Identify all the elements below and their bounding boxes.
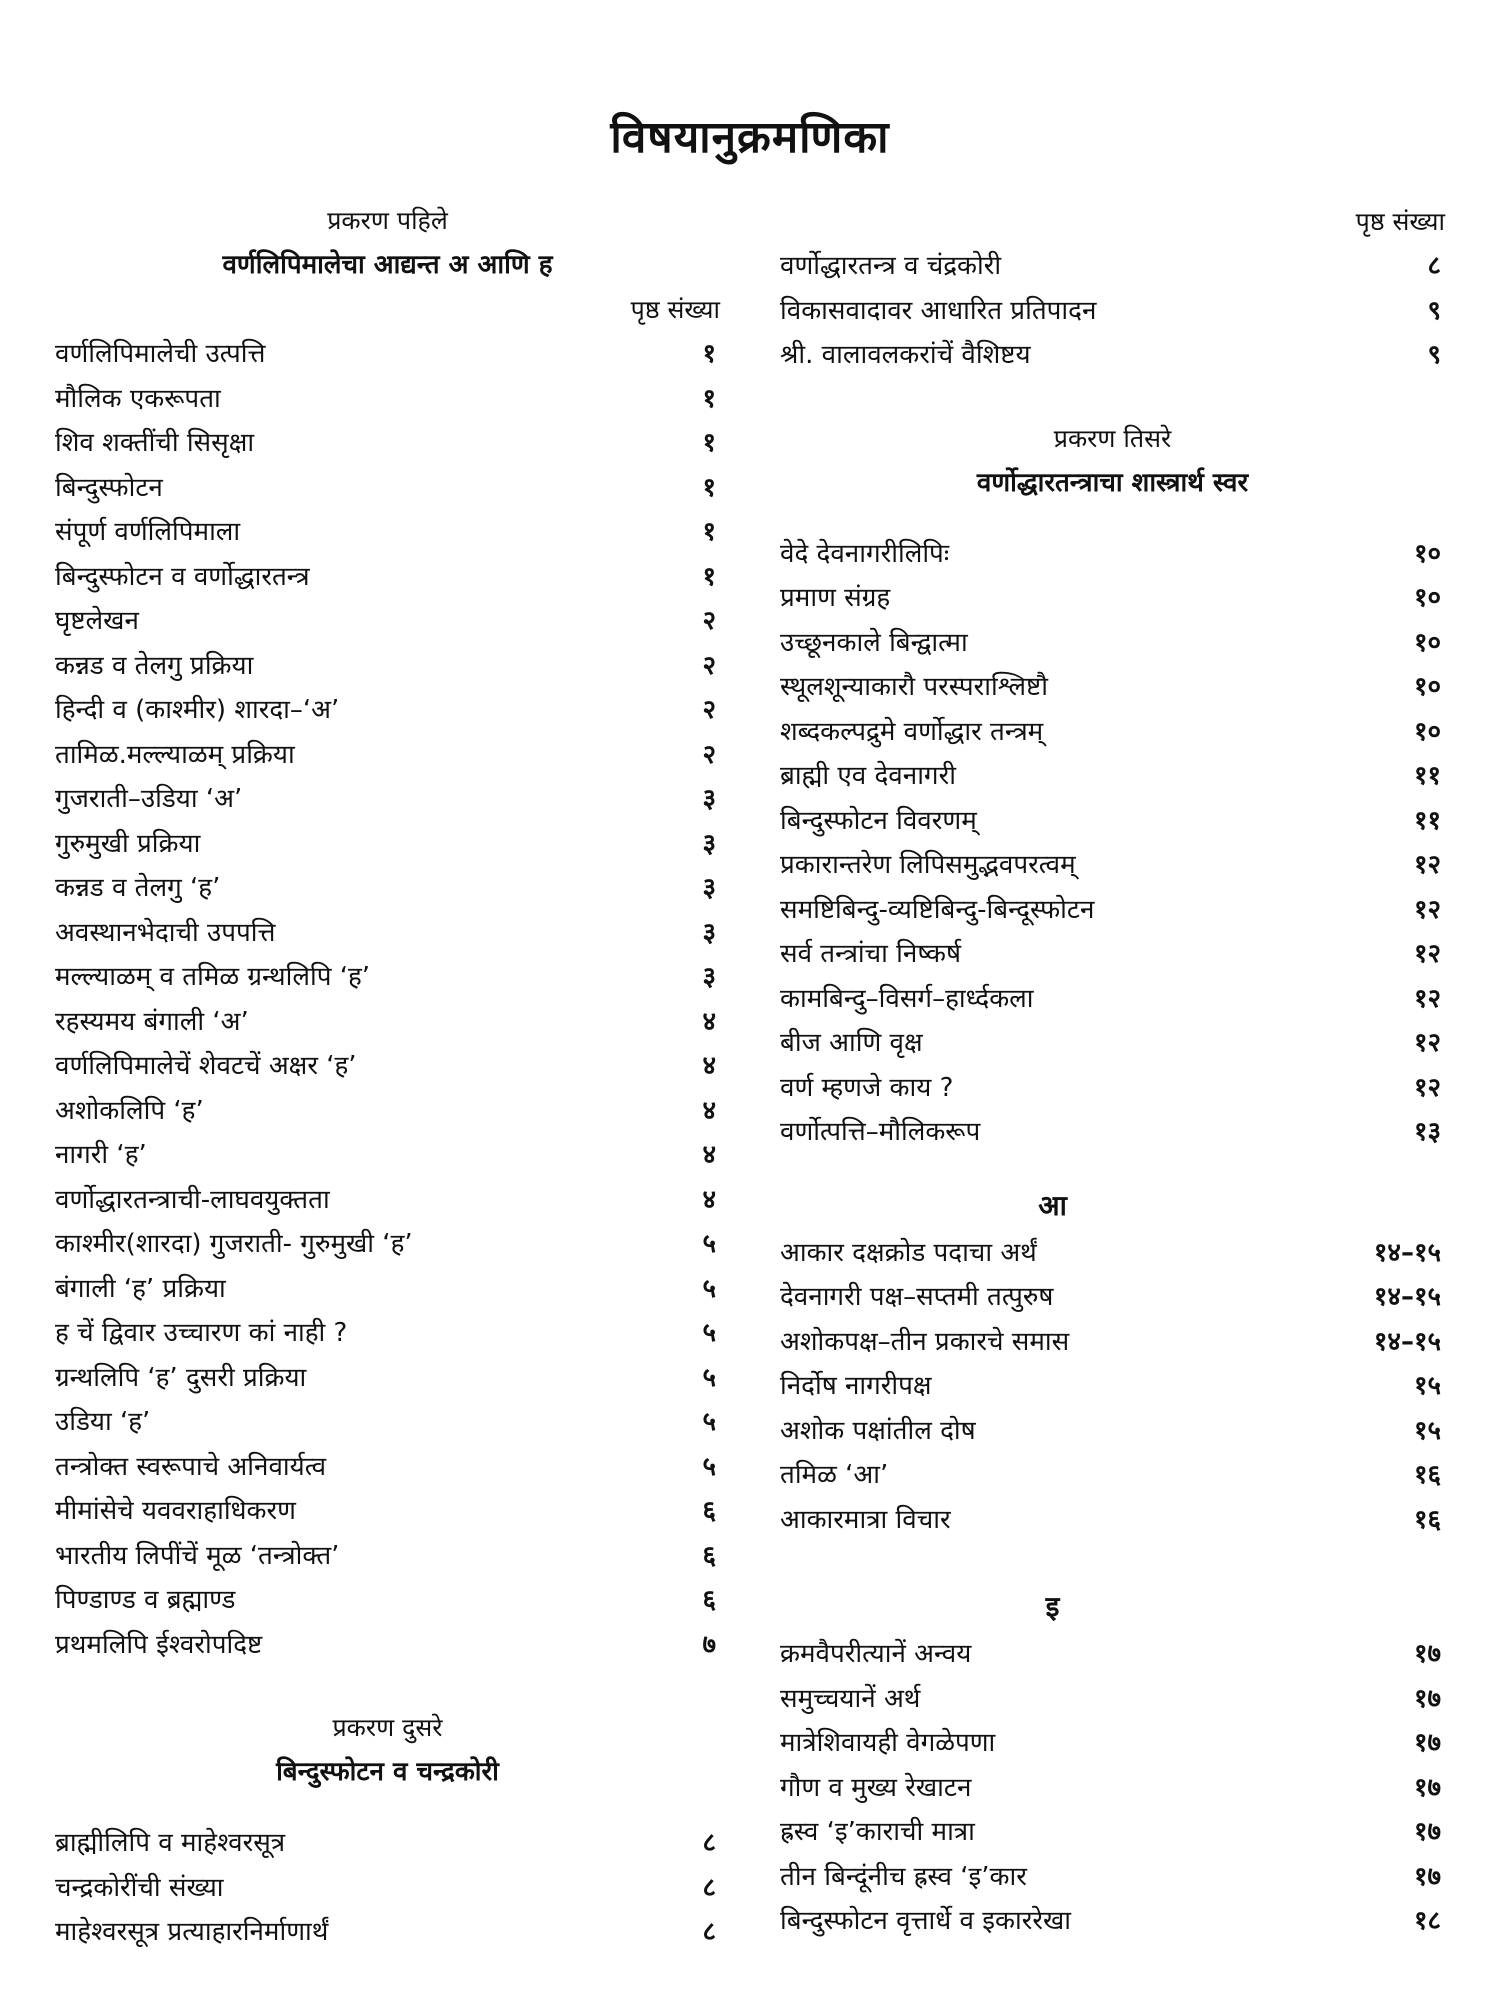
toc-entry <box>780 244 1445 289</box>
toc-entry-page: १० <box>1413 716 1441 747</box>
toc-entry-page: ५ <box>702 1407 716 1437</box>
toc-entry <box>55 866 720 911</box>
toc-entry <box>780 1364 1445 1409</box>
toc-entry-page: १२ <box>1413 983 1441 1014</box>
toc-entry-title: श्री. वालावलकरांचें वैशिष्टय <box>780 340 1031 370</box>
toc-entry-page: १५ <box>1413 1371 1441 1401</box>
toc-entry-title: सर्व तन्त्रांचा निष्कर्ष <box>780 939 961 969</box>
toc-entry-title: बिन्दुस्फोटन व वर्णोद्धारतन्त्र <box>55 561 310 592</box>
toc-entry <box>780 1275 1445 1320</box>
toc-entry <box>55 1400 720 1445</box>
toc-entry-page: ८ <box>702 1917 716 1947</box>
toc-entry <box>55 599 720 644</box>
toc-entry-page: ५ <box>702 1451 716 1482</box>
toc-entry-page: १५ <box>1413 1415 1441 1446</box>
chapter2-label: प्रकरण दुसरे <box>332 1713 443 1742</box>
toc-entry-page: १२ <box>1413 939 1441 969</box>
toc-entry-page: १७ <box>1413 1861 1441 1892</box>
toc-entry-page: ८ <box>702 1828 716 1858</box>
toc-entry-page: ६ <box>702 1540 716 1571</box>
toc-entry-title: उडिया ‘ह’ <box>55 1407 151 1437</box>
toc-entry-page: ३ <box>702 917 716 948</box>
toc-entry-page: ९ <box>1427 295 1441 326</box>
toc-entry-page: २ <box>702 739 716 770</box>
chapter2-title: बिन्दुस्फोटन व चन्द्रकोरी <box>276 1757 499 1787</box>
toc-entry <box>780 843 1445 888</box>
toc-entry <box>55 1623 720 1668</box>
toc-entry <box>55 644 720 689</box>
toc-entry <box>780 1498 1445 1543</box>
toc-entry <box>55 510 720 555</box>
toc-entry-page: ९ <box>1427 340 1441 370</box>
toc-entry-title: बिन्दुस्फोटन <box>55 472 163 503</box>
toc-entry <box>780 1855 1445 1900</box>
toc-entry-page: १३ <box>1413 1117 1441 1147</box>
toc-entry-title: समुच्चयानें अर्थ <box>780 1683 921 1714</box>
toc-entry <box>55 1222 720 1267</box>
toc-entry <box>780 621 1445 666</box>
toc-entry-page: १ <box>702 472 716 503</box>
toc-entry <box>55 1578 720 1623</box>
toc-entry <box>55 1910 720 1955</box>
toc-entry <box>55 733 720 778</box>
toc-entry-page: १७ <box>1413 1772 1441 1803</box>
chapter2-continued-list <box>780 244 1445 378</box>
toc-entry-title: कन्नड व तेलगु ‘ह’ <box>55 873 221 903</box>
toc-entry <box>780 1409 1445 1454</box>
toc-entry <box>55 688 720 733</box>
toc-entry-page: ४ <box>702 1006 716 1037</box>
toc-entry <box>55 1044 720 1089</box>
toc-entry-page: २ <box>702 695 716 725</box>
toc-entry-title: अवस्थानभेदाची उपपत्ति <box>55 917 276 948</box>
toc-entry <box>55 1489 720 1534</box>
toc-entry-title: कन्नड व तेलगु प्रक्रिया <box>55 650 254 681</box>
toc-entry-title: भारतीय लिपींचें मूळ ‘तन्त्रोक्त’ <box>55 1540 340 1571</box>
toc-entry-title: वर्णलिपिमालेचें शेवटचें अक्षर ‘ह’ <box>55 1051 357 1081</box>
toc-entry <box>780 1899 1445 1944</box>
toc-entry-title: बिन्दुस्फोटन वृत्तार्धे व इकाररेखा <box>780 1906 1071 1936</box>
toc-entry <box>55 777 720 822</box>
toc-entry <box>55 1821 720 1866</box>
toc-entry-title: शब्दकल्पद्रुमे वर्णोद्धार तन्त्रम् <box>780 716 1044 747</box>
toc-entry <box>55 332 720 377</box>
toc-entry-title: वर्ण म्हणजे काय ? <box>780 1072 954 1103</box>
toc-entry-page: ७ <box>702 1629 716 1660</box>
toc-entry <box>780 289 1445 334</box>
toc-entry-title: आकारमात्रा विचार <box>780 1504 951 1535</box>
chapter3-title: वर्णोद्धारतन्त्राचा शास्त्रार्थ स्वर <box>976 467 1249 498</box>
toc-entry-title: बीज आणि वृक्ष <box>780 1028 923 1058</box>
toc-entry-title: नागरी ‘ह’ <box>55 1140 147 1170</box>
toc-entry-title: काश्मीर(शारदा) गुजराती- गुरुमुखी ‘ह’ <box>55 1229 413 1259</box>
toc-entry <box>55 1133 720 1178</box>
toc-entry-page: १ <box>702 339 716 369</box>
toc-entry-title: अशोकपक्ष–तीन प्रकारचे समास <box>780 1326 1070 1357</box>
toc-entry-page: ५ <box>702 1318 716 1348</box>
toc-entry-page: ५ <box>702 1273 716 1304</box>
toc-entry-title: ब्राह्मीलिपि व माहेश्वरसूत्र <box>55 1828 286 1858</box>
toc-entry-page: ३ <box>702 962 716 992</box>
toc-entry <box>55 1089 720 1134</box>
toc-entry <box>780 710 1445 755</box>
toc-entry-page: १ <box>702 561 716 592</box>
toc-entry-title: गुरुमुखी प्रक्रिया <box>55 828 201 859</box>
toc-entry-title: बंगाली ‘ह’ प्रक्रिया <box>55 1273 226 1304</box>
toc-entry-page: १२ <box>1413 894 1441 925</box>
toc-entry-title: अशोक पक्षांतील दोष <box>780 1415 976 1446</box>
toc-entry-title: हिन्दी व (काश्मीर) शारदा–‘अ’ <box>55 695 340 725</box>
toc-entry-title: वर्णोद्धारतन्त्राची-लाघवयुक्तता <box>55 1184 330 1215</box>
toc-entry-title: स्थूलशून्याकारौ परस्पराश्लिष्टौ <box>780 672 1048 702</box>
toc-entry-page: २ <box>702 650 716 681</box>
chapter1-label: प्रकरण पहिले <box>327 206 448 235</box>
toc-entry-title: प्रथमलिपि ईश्वरोपदिष्ट <box>55 1629 263 1660</box>
toc-entry-page: १७ <box>1413 1728 1441 1758</box>
toc-entry-title: उच्छूनकाले बिन्द्वात्मा <box>780 627 968 658</box>
toc-entry-page: ३ <box>702 784 716 814</box>
chapter3-label: प्रकरण तिसरे <box>1053 423 1172 453</box>
toc-entry-title: बिन्दुस्फोटन विवरणम् <box>780 805 977 836</box>
toc-entry-page: १० <box>1413 583 1441 613</box>
toc-entry <box>780 1453 1445 1498</box>
toc-entry-title: प्रकारान्तरेण लिपिसमुद्भवपरत्वम् <box>780 850 1076 880</box>
toc-entry-page: ४ <box>702 1140 716 1170</box>
toc-entry-page: ८ <box>1427 251 1441 281</box>
toc-entry-page: ३ <box>702 873 716 903</box>
toc-entry <box>780 888 1445 933</box>
toc-entry-title: तामिळ.मल्ल्याळम् प्रक्रिया <box>55 739 295 770</box>
toc-entry-title: वर्णोत्पत्ति–मौलिकरूप <box>780 1117 981 1147</box>
toc-entry <box>780 977 1445 1022</box>
chapter1-entry-list <box>55 332 720 1667</box>
toc-entry-page: १४–१५ <box>1373 1326 1441 1357</box>
toc-entry-title: देवनागरी पक्ष–सप्तमी तत्पुरुष <box>780 1282 1054 1312</box>
section-i-heading: इ <box>1045 1590 1060 1623</box>
toc-entry-title: रहस्यमय बंगाली ‘अ’ <box>55 1006 249 1037</box>
toc-entry-title: ह चें द्विवार उच्चारण कां नाही ? <box>55 1318 348 1348</box>
toc-entry-page: ११ <box>1413 761 1441 791</box>
toc-entry-title: प्रमाण संग्रह <box>780 583 891 613</box>
toc-entry-page: १ <box>702 517 716 547</box>
toc-entry-page: ४ <box>702 1184 716 1215</box>
toc-entry <box>55 1267 720 1312</box>
toc-entry <box>55 1445 720 1490</box>
toc-entry-title: वेदे देवनागरीलिपिः <box>780 538 950 569</box>
toc-entry-page: ४ <box>702 1051 716 1081</box>
toc-entry-title: मीमांसेचे यववराहाधिकरण <box>55 1496 296 1526</box>
toc-entry-title: वर्णोद्धारतन्त्र व चंद्रकोरी <box>780 251 1002 281</box>
toc-entry <box>55 911 720 956</box>
chapter2-entry-list <box>55 1821 720 1955</box>
toc-entry-page: ३ <box>702 828 716 859</box>
toc-entry <box>780 1110 1445 1155</box>
toc-entry <box>55 1866 720 1911</box>
toc-entry <box>780 1810 1445 1855</box>
toc-entry-page: १७ <box>1413 1639 1441 1669</box>
toc-entry-title: ग्रन्थलिपि ‘ह’ दुसरी प्रक्रिया <box>55 1362 307 1393</box>
toc-entry-title: क्रमवैपरीत्यानें अन्वय <box>780 1639 972 1669</box>
toc-entry <box>55 822 720 867</box>
left-column <box>55 200 720 1955</box>
toc-entry <box>780 665 1445 710</box>
right-column <box>780 200 1445 1944</box>
toc-entry-page: १२ <box>1413 1072 1441 1103</box>
toc-entry-page: १० <box>1413 538 1441 569</box>
toc-entry <box>780 1677 1445 1722</box>
page-title: विषयानुक्रमणिका <box>610 112 890 163</box>
toc-entry-title: अशोकलिपि ‘ह’ <box>55 1095 204 1126</box>
toc-entry <box>55 1311 720 1356</box>
toc-entry-title: गुजराती–उडिया ‘अ’ <box>55 784 243 814</box>
toc-entry <box>55 1356 720 1401</box>
toc-entry <box>780 1066 1445 1111</box>
toc-entry-title: मौलिक एकरूपता <box>55 383 221 414</box>
toc-entry <box>55 1178 720 1223</box>
chapter1-title: वर्णलिपिमालेचा आद्यन्त अ आणि ह <box>222 250 553 280</box>
toc-entry-title: घृष्टलेखन <box>55 606 139 636</box>
toc-entry-page: १ <box>702 428 716 458</box>
toc-entry-title: आकार दक्षक्रोड पदाचा अर्थं <box>780 1237 1037 1268</box>
toc-entry-title: कामबिन्दु–विसर्ग–हार्ध्दकला <box>780 983 1034 1014</box>
toc-entry-title: पिण्डाण्ड व ब्रह्माण्ड <box>55 1585 236 1615</box>
toc-entry <box>780 532 1445 577</box>
toc-entry <box>55 466 720 511</box>
toc-entry <box>780 1766 1445 1811</box>
toc-entry-page: १४–१५ <box>1373 1282 1441 1312</box>
section-i-entry-list <box>780 1632 1445 1944</box>
toc-entry-title: समष्टिबिन्दु-व्यष्टिबिन्दु-बिन्दूस्फोटन <box>780 894 1095 925</box>
toc-entry-page: २ <box>702 606 716 636</box>
toc-entry <box>780 1320 1445 1365</box>
toc-entry-page: १७ <box>1413 1817 1441 1847</box>
toc-entry <box>55 955 720 1000</box>
page-number-heading-left: पृष्ठ संख्या <box>630 295 720 324</box>
toc-entry-title: ब्राह्मी एव देवनागरी <box>780 761 956 791</box>
toc-entry-page: ६ <box>702 1496 716 1526</box>
toc-entry <box>780 799 1445 844</box>
toc-entry <box>780 1632 1445 1677</box>
toc-entry <box>55 377 720 422</box>
section-aa-entry-list <box>780 1231 1445 1543</box>
toc-entry-title: शिव शक्तींची सिसृक्षा <box>55 428 255 458</box>
toc-entry-title: तीन बिन्दूंनीच ह्रस्व ‘इ’कार <box>780 1861 1027 1892</box>
toc-entry-page: ६ <box>702 1585 716 1615</box>
toc-entry-title: ह्रस्व ‘इ’काराची मात्रा <box>780 1817 975 1847</box>
toc-entry-page: १० <box>1413 672 1441 702</box>
toc-entry <box>55 421 720 466</box>
toc-entry-page: १० <box>1413 627 1441 658</box>
toc-entry-page: ५ <box>702 1362 716 1393</box>
toc-entry <box>780 754 1445 799</box>
toc-entry <box>780 1021 1445 1066</box>
toc-entry-title: निर्दोष नागरीपक्ष <box>780 1371 932 1401</box>
toc-entry <box>780 1231 1445 1276</box>
toc-entry <box>780 1721 1445 1766</box>
toc-entry-title: विकासवादावर आधारित प्रतिपादन <box>780 295 1097 326</box>
toc-entry-page: १४–१५ <box>1373 1237 1441 1268</box>
chapter3-entry-list <box>780 532 1445 1155</box>
toc-entry-page: १७ <box>1413 1683 1441 1714</box>
toc-entry-page: १ <box>702 383 716 414</box>
toc-entry-title: चन्द्रकोरींची संख्या <box>55 1872 224 1903</box>
toc-entry-page: १८ <box>1413 1906 1441 1936</box>
toc-entry <box>55 555 720 600</box>
section-aa-heading: आ <box>1038 1188 1067 1222</box>
page-number-heading-right: पृष्ठ संख्या <box>1355 207 1445 236</box>
toc-entry-title: माहेश्वरसूत्र प्रत्याहारनिर्माणार्थं <box>55 1917 329 1947</box>
toc-entry-page: १६ <box>1413 1504 1441 1535</box>
toc-entry-title: संपूर्ण वर्णलिपिमाला <box>55 517 241 547</box>
toc-entry-title: मल्ल्याळम् व तमिळ ग्रन्थलिपि ‘ह’ <box>55 962 371 992</box>
toc-entry-page: ११ <box>1413 805 1441 836</box>
toc-entry-page: ४ <box>702 1095 716 1126</box>
toc-entry-page: १६ <box>1413 1460 1441 1490</box>
toc-entry-title: मात्रेशिवायही वेगळेपणा <box>780 1728 996 1758</box>
toc-entry-title: गौण व मुख्य रेखाटन <box>780 1772 972 1803</box>
toc-entry-title: तन्त्रोक्त स्वरूपाचे अनिवार्यत्व <box>55 1451 327 1482</box>
toc-entry-page: १२ <box>1413 850 1441 880</box>
toc-entry <box>780 576 1445 621</box>
toc-entry <box>780 932 1445 977</box>
toc-entry <box>55 1534 720 1579</box>
toc-entry <box>780 333 1445 378</box>
toc-entry-page: १२ <box>1413 1028 1441 1058</box>
toc-entry-page: ८ <box>702 1872 716 1903</box>
toc-entry-title: वर्णलिपिमालेची उत्पत्ति <box>55 339 266 369</box>
toc-entry-title: तमिळ ‘आ’ <box>780 1460 889 1490</box>
toc-entry-page: ५ <box>702 1229 716 1259</box>
toc-entry <box>55 1000 720 1045</box>
